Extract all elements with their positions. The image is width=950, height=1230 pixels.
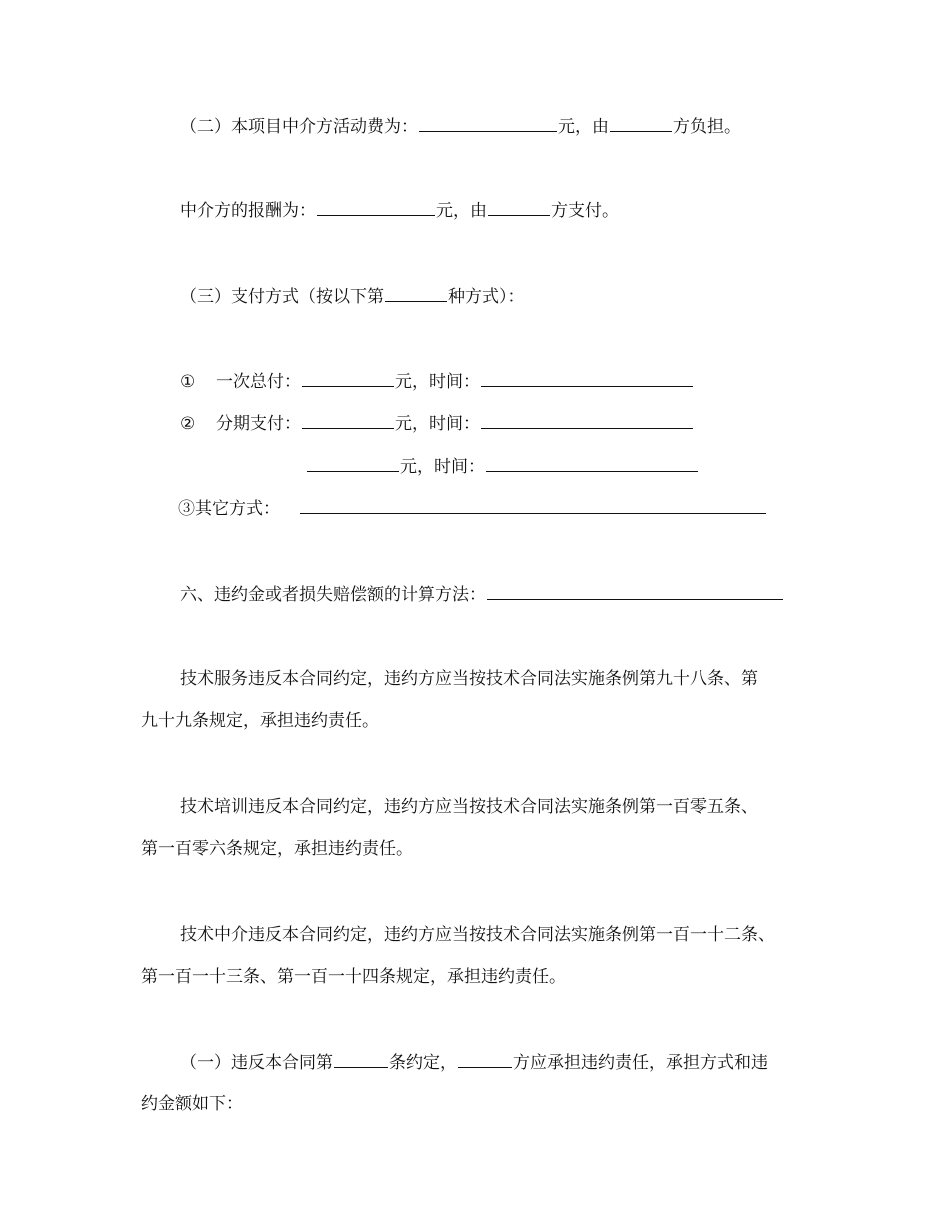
text: 约金额如下： xyxy=(141,1094,243,1114)
amount-blank[interactable] xyxy=(302,412,394,429)
text: 元，时间： xyxy=(395,414,480,434)
tech-training-paragraph-line-1 xyxy=(180,796,758,818)
intermediary-activity-fee-line xyxy=(180,115,741,138)
tech-intermediary-paragraph-line-2 xyxy=(141,966,566,988)
text: 方负担。 xyxy=(673,117,741,137)
lump-sum-payment-line xyxy=(180,370,694,393)
text: 方应承担违约责任，承担方式和违 xyxy=(513,1053,768,1073)
text: 元，由 xyxy=(558,117,609,137)
text: 方支付。 xyxy=(551,201,619,221)
clause-number-blank[interactable] xyxy=(334,1051,388,1068)
amount-blank[interactable] xyxy=(317,199,435,216)
text: 六、违约金或者损失赔偿额的计算方法： xyxy=(180,585,486,605)
text: 元，时间： xyxy=(400,457,485,477)
breach-clause-line-2 xyxy=(141,1093,243,1115)
installment-payment-line xyxy=(180,412,694,435)
amount-blank[interactable] xyxy=(419,115,557,132)
text: 一次总付： xyxy=(216,372,301,392)
amount-blank[interactable] xyxy=(307,455,399,472)
text: 技术服务违反本合同约定，违约方应当按技术合同法实施条例第九十八条、第 xyxy=(180,669,758,689)
calculation-method-blank[interactable] xyxy=(487,583,783,600)
time-blank[interactable] xyxy=(481,412,693,429)
section-6-heading xyxy=(180,583,784,606)
party-blank[interactable] xyxy=(610,115,672,132)
text: 条约定， xyxy=(389,1053,457,1073)
text: （二）本项目中介方活动费为： xyxy=(180,117,418,137)
text: 第一百零六条规定，承担违约责任。 xyxy=(141,839,413,859)
option-marker: ① xyxy=(180,372,196,392)
breach-clause-line-1 xyxy=(180,1051,768,1074)
amount-blank[interactable] xyxy=(302,370,394,387)
time-blank[interactable] xyxy=(486,455,698,472)
other-payment-line xyxy=(178,497,767,520)
tech-service-paragraph-line-1 xyxy=(180,668,758,690)
text: （一）违反本合同第 xyxy=(180,1053,333,1073)
party-blank[interactable] xyxy=(458,1051,512,1068)
time-blank[interactable] xyxy=(481,370,693,387)
tech-intermediary-paragraph-line-1 xyxy=(180,924,775,946)
text: ③其它方式： xyxy=(178,499,280,519)
method-number-blank[interactable] xyxy=(385,285,447,302)
intermediary-remuneration-line xyxy=(180,199,619,222)
other-method-blank[interactable] xyxy=(300,497,766,514)
installment-payment-line-2 xyxy=(307,455,699,478)
text: （三）支付方式（按以下第 xyxy=(180,287,384,307)
option-marker: ② xyxy=(180,414,196,434)
party-blank[interactable] xyxy=(488,199,550,216)
text: 技术培训违反本合同约定，违约方应当按技术合同法实施条例第一百零五条、 xyxy=(180,797,758,817)
text: 中介方的报酬为： xyxy=(180,201,316,221)
tech-training-paragraph-line-2 xyxy=(141,838,413,860)
text: 元，由 xyxy=(436,201,487,221)
text: 九十九条规定，承担违约责任。 xyxy=(141,711,379,731)
text: 分期支付： xyxy=(216,414,301,434)
text: 种方式）： xyxy=(448,287,525,307)
payment-method-line xyxy=(180,285,525,308)
text: 元，时间： xyxy=(395,372,480,392)
tech-service-paragraph-line-2 xyxy=(141,710,379,732)
text: 技术中介违反本合同约定，违约方应当按技术合同法实施条例第一百一十二条、 xyxy=(180,925,775,945)
text: 第一百一十三条、第一百一十四条规定，承担违约责任。 xyxy=(141,967,566,987)
